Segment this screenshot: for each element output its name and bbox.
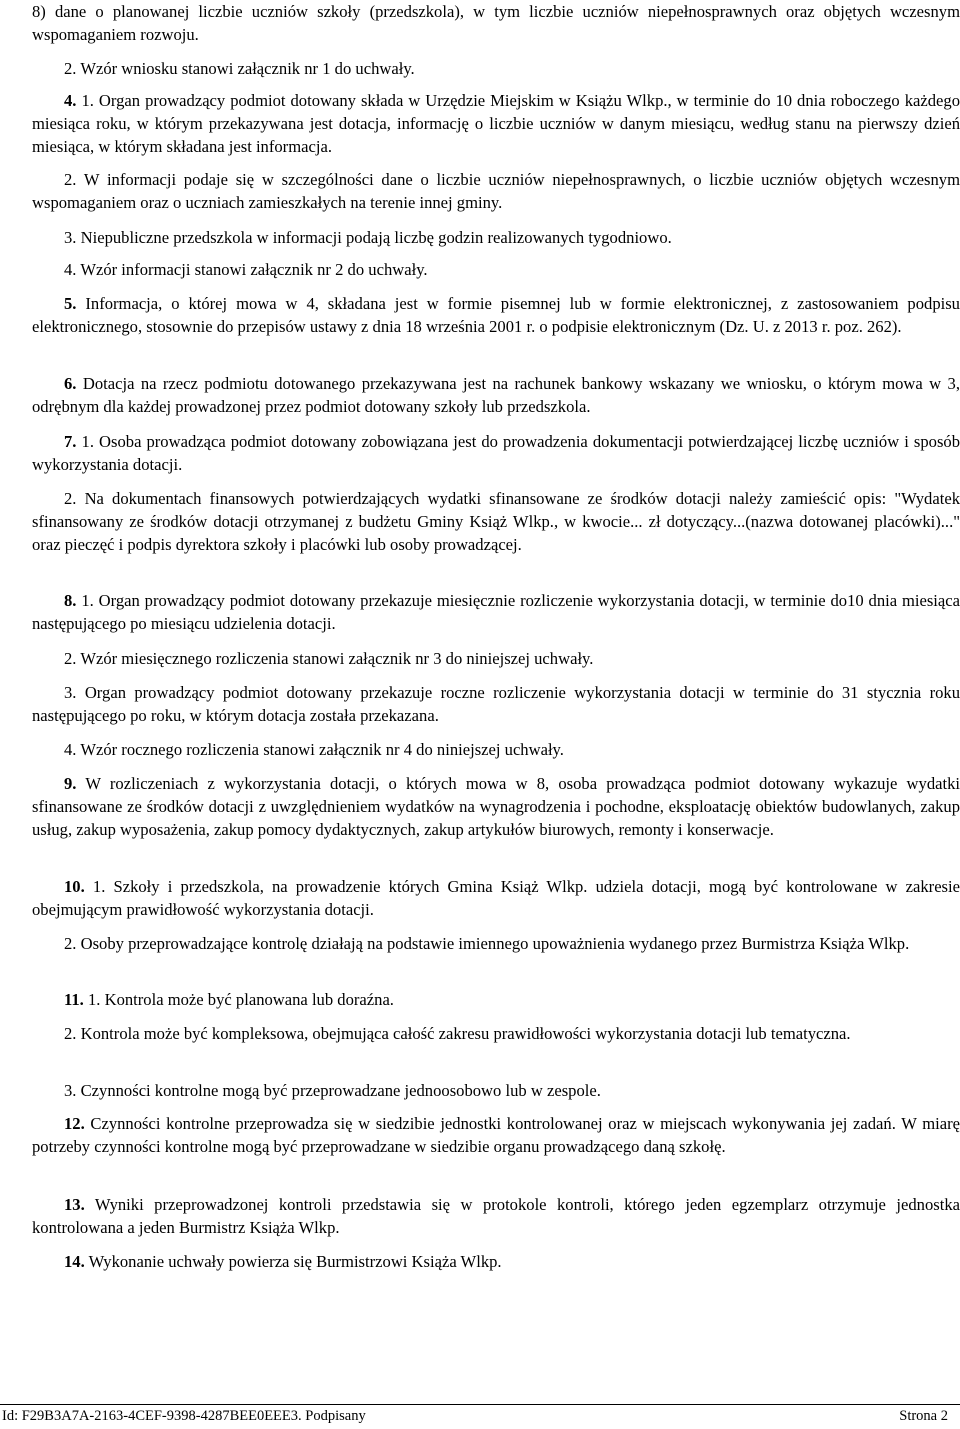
paragraph-13: 13. Wyniki przeprowadzonej kontroli przedstawia się w protokole kontroli, którego jeden egzemplarz otrzymuje jednostka kontrolowana a jeden Burmistrz Książa Wlkp. — [32, 1195, 960, 1238]
paragraph-10-2: 2. Osoby przeprowadzające kontrolę działają na podstawie imiennego upoważnienia wydanego przez Burmistrza Książa Wlkp. — [64, 934, 910, 953]
paragraph-9: 9. W rozliczeniach z wykorzystania dotacji, o których mowa w 8, osoba prowadząca podmiot dotowany wykazuje wydatki sfinansowane ze środków dotacji z uwzględnieniem wydatków na wynagrodzenia i pochodne, eksploatację obiektów budowlanych, zakup usług, zakup wyposażenia, zakup pomocy dydaktycznych, zakup artykułów biurowych, remonty i konserwacje. — [32, 774, 960, 840]
paragraph-4-4: 4. Wzór informacji stanowi załącznik nr 2 do uchwały. — [64, 260, 428, 279]
paragraph-4-2: 2. W informacji podaje się w szczególności dane o liczbie uczniów niepełnosprawnych, o liczbie uczniów objętych wczesnym wspomaganiem oraz o uczniach zamieszkałych na terenie innej gminy. — [32, 170, 960, 213]
paragraph-7-1: 7. 1. Osoba prowadząca podmiot dotowany zobowiązana jest do prowadzenia dokumentacji potwierdzającej liczbę uczniów i sposób wykorzystania dotacji. — [32, 432, 960, 475]
paragraph-14: 14. Wykonanie uchwały powierza się Burmistrzowi Książa Wlkp. — [64, 1252, 502, 1271]
paragraph-8-2: 2. Wzór miesięcznego rozliczenia stanowi załącznik nr 3 do niniejszej uchwały. — [64, 649, 594, 668]
paragraph-4-1: 4. 1. Organ prowadzący podmiot dotowany składa w Urzędzie Miejskim w Książu Wlkp., w terminie do 10 dnia roboczego każdego miesiąca roku, w którym przekazywana jest dotacja, informację o liczbie uczniów w danym miesiącu, według stanu na pierwszy dzień miesiąca, w którym składana jest informacja. — [32, 91, 960, 157]
paragraph-4-3: 3. Niepubliczne przedszkola w informacji podają liczbę godzin realizowanych tygodniowo. — [64, 228, 672, 247]
paragraph-8-1: 8. 1. Organ prowadzący podmiot dotowany przekazuje miesięcznie rozliczenie wykorzystania dotacji, w terminie do10 dnia miesiąca następującego po miesiącu udzielenia dotacji. — [32, 591, 960, 634]
paragraph-5: 5. Informacja, o której mowa w 4, składana jest w formie pisemnej lub w formie elektronicznej, z zastosowaniem podpisu elektronicznego, stosownie do przepisów ustawy z dnia 18 września 2001 r. o podpisie elektronicznym (Dz. U. z 2013 r. poz. 262). — [32, 294, 960, 337]
paragraph-12: 12. Czynności kontrolne przeprowadza się w siedzibie jednostki kontrolowanej oraz w miejscach wykonywania jej zadań. W miarę potrzeby czynności kontrolne mogą być przeprowadzane w siedzibie organu prowadzącego daną szkołę. — [32, 1114, 960, 1157]
page-footer — [0, 1404, 960, 1429]
paragraph-11-1: 11. 1. Kontrola może być planowana lub doraźna. — [64, 990, 394, 1009]
paragraph-3-2: 2. Wzór wniosku stanowi załącznik nr 1 do uchwały. — [64, 59, 415, 78]
paragraph-7-2: 2. Na dokumentach finansowych potwierdzających wydatki sfinansowane ze środków dotacji należy zamieścić opis: "Wydatek sfinansowany ze środków dotacji otrzymanej z budżetu Gminy Książ Wlkp., w kwocie... zł dotyczący...(nazwa dotowanej placówki)..." oraz pieczęć i podpis dyrektora szkoły i placówki lub osoby prowadzącej. — [32, 489, 960, 555]
paragraph-8-4: 4. Wzór rocznego rozliczenia stanowi załącznik nr 4 do niniejszej uchwały. — [64, 740, 564, 759]
paragraph-11-2: 2. Kontrola może być kompleksowa, obejmująca całość zakresu prawidłowości wykorzystania dotacji lub tematyczna. — [64, 1024, 851, 1043]
paragraph-8-3: 3. Organ prowadzący podmiot dotowany przekazuje roczne rozliczenie wykorzystania dotacji w terminie do 31 stycznia roku następującego po roku, w którym dotacja została przekazana. — [32, 683, 960, 726]
paragraph-10-1: 10. 1. Szkoły i przedszkola, na prowadzenie których Gmina Książ Wlkp. udziela dotacji, mogą być kontrolowane w zakresie obejmującym prawidłowość wykorzystania dotacji. — [32, 877, 960, 920]
paragraph-11-3: 3. Czynności kontrolne mogą być przeprowadzane jednoosobowo lub w zespole. — [64, 1081, 601, 1100]
document-id: Id: F29B3A7A-2163-4CEF-9398-4287BEE0EEE3. Podpisany — [2, 1408, 366, 1424]
paragraph-8-continuation: 8) dane o planowanej liczbie uczniów szkoły (przedszkola), w tym liczbie uczniów niepełnosprawnych oraz objętych wczesnym wspomaganiem rozwoju. — [32, 2, 960, 45]
paragraph-6: 6. Dotacja na rzecz podmiotu dotowanego przekazywana jest na rachunek bankowy wskazany we wniosku, o którym mowa w 3, odrębnym dla każdej prowadzonej przez podmiot dotowany szkoły lub przedszkola. — [32, 374, 960, 417]
page-number: Strona 2 — [899, 1408, 948, 1424]
